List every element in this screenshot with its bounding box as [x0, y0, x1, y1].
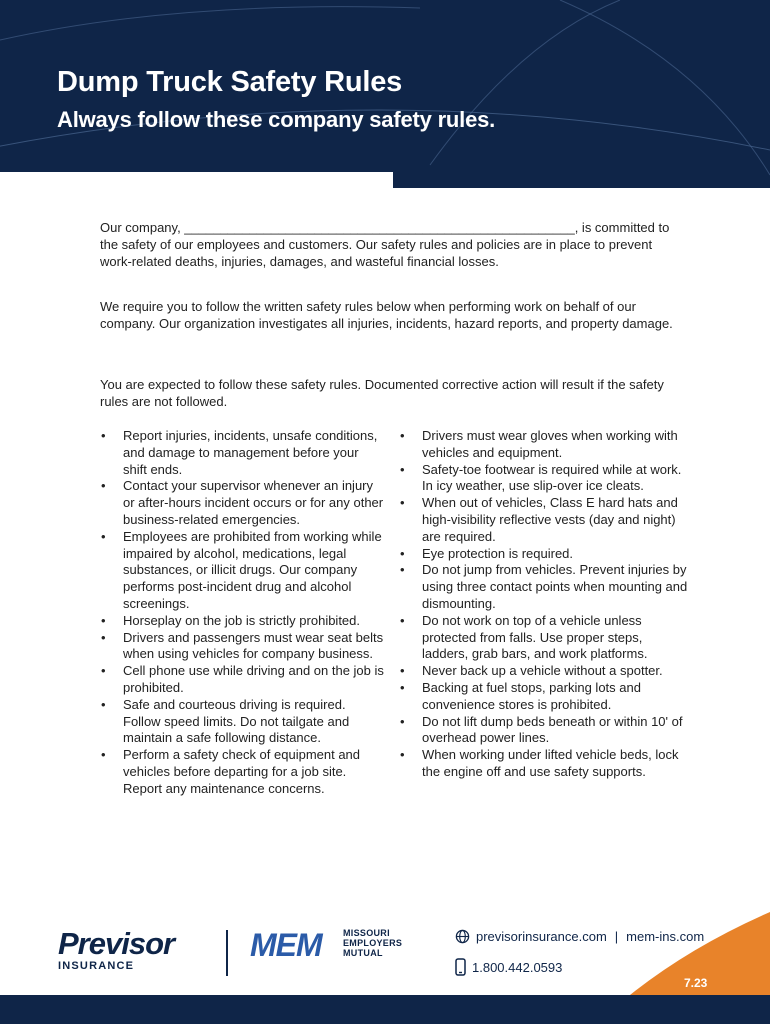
version-label: 7.23	[684, 976, 708, 990]
website-link-mem[interactable]: mem-ins.com	[626, 929, 705, 944]
rule-item: • Safety-toe footwear is required while at work. In icy weather, use slip-over ice cleats.	[400, 462, 690, 496]
logo-divider	[226, 930, 228, 976]
rule-item: • Drivers must wear gloves when working with vehicles and equipment.	[400, 428, 690, 462]
rule-item: • Drivers and passengers must wear seat belts when using vehicles for company business.	[101, 630, 384, 664]
rule-item: • Contact your supervisor whenever an injury or after-hours incident occurs or for any other business-related emergencies.	[101, 478, 384, 528]
rule-item: • Do not work on top of a vehicle unless protected from falls. Use proper steps, ladders, grab bars, and work platforms.	[400, 613, 690, 663]
rule-item: • Eye protection is required.	[400, 546, 690, 563]
rule-item: • Cell phone use while driving and on the job is prohibited.	[101, 663, 384, 697]
intro-paragraph-2: We require you to follow the written safety rules below when performing work on behalf of our company. Our organization investigates all injuries, incidents, hazard reports, and property damage.	[100, 299, 673, 331]
previsor-logo-sub: INSURANCE	[58, 960, 135, 972]
header-banner	[0, 0, 770, 188]
rule-item: • Backing at fuel stops, parking lots and convenience stores is prohibited.	[400, 680, 690, 714]
rule-item: • Horseplay on the job is strictly prohibited.	[101, 613, 384, 630]
footer-bar	[0, 995, 770, 1024]
phone-number[interactable]: 1.800.442.0593	[472, 959, 563, 975]
website-link-previsor[interactable]: previsorinsurance.com	[476, 929, 607, 944]
phone-icon	[455, 958, 466, 976]
rule-item: • Safe and courteous driving is required. Follow speed limits. Do not tailgate and maintain a safe following distance.	[101, 697, 384, 747]
rules-list-right	[400, 428, 690, 781]
rule-item: • Never back up a vehicle without a spotter.	[400, 663, 690, 680]
intro-paragraph-1: Our company, ______________________________________________________, is committed to the safety of our employees and customers. Our safety rules and policies are in place to prevent work-related deaths, injuries, damages, and wasteful financial losses.	[100, 220, 670, 269]
website-separator: |	[614, 929, 619, 944]
rule-item: • Perform a safety check of equipment and vehicles before departing for a job site. Report any maintenance concerns.	[101, 747, 384, 797]
mem-line-1: MISSOURI	[343, 928, 390, 938]
header-notch	[0, 172, 393, 188]
rule-item: • Employees are prohibited from working while impaired by alcohol, medications, legal substances, or illicit drugs. Our company performs post-incident drug and alcohol screenings.	[101, 529, 384, 613]
previsor-logo-word: Previsor	[58, 926, 175, 961]
page-title: Dump Truck Safety Rules	[57, 66, 403, 98]
rule-item: • When out of vehicles, Class E hard hats and high-visibility reflective vests (day and night) are required.	[400, 495, 690, 545]
mem-line-3: MUTUAL	[343, 948, 383, 958]
intro-paragraph-3: You are expected to follow these safety rules. Documented corrective action will result if the safety rules are not followed.	[100, 377, 664, 409]
globe-icon	[455, 929, 470, 944]
previsor-logo	[58, 927, 174, 972]
rules-list-left	[101, 428, 384, 798]
rule-item: • Do not jump from vehicles. Prevent injuries by using three contact points when mounting and dismounting.	[400, 562, 690, 612]
mem-line-2: EMPLOYERS	[343, 938, 403, 948]
rule-item: • Report injuries, incidents, unsafe conditions, and damage to management before your shift ends.	[101, 428, 384, 478]
contact-phone	[455, 958, 562, 976]
mem-logo-text	[343, 928, 402, 958]
rule-item: • When working under lifted vehicle beds, lock the engine off and use safety supports.	[400, 747, 690, 781]
rule-item: • Do not lift dump beds beneath or within 10' of overhead power lines.	[400, 714, 690, 748]
page-subtitle: Always follow these company safety rules.	[57, 107, 496, 132]
mem-logo: MEM	[250, 927, 322, 963]
